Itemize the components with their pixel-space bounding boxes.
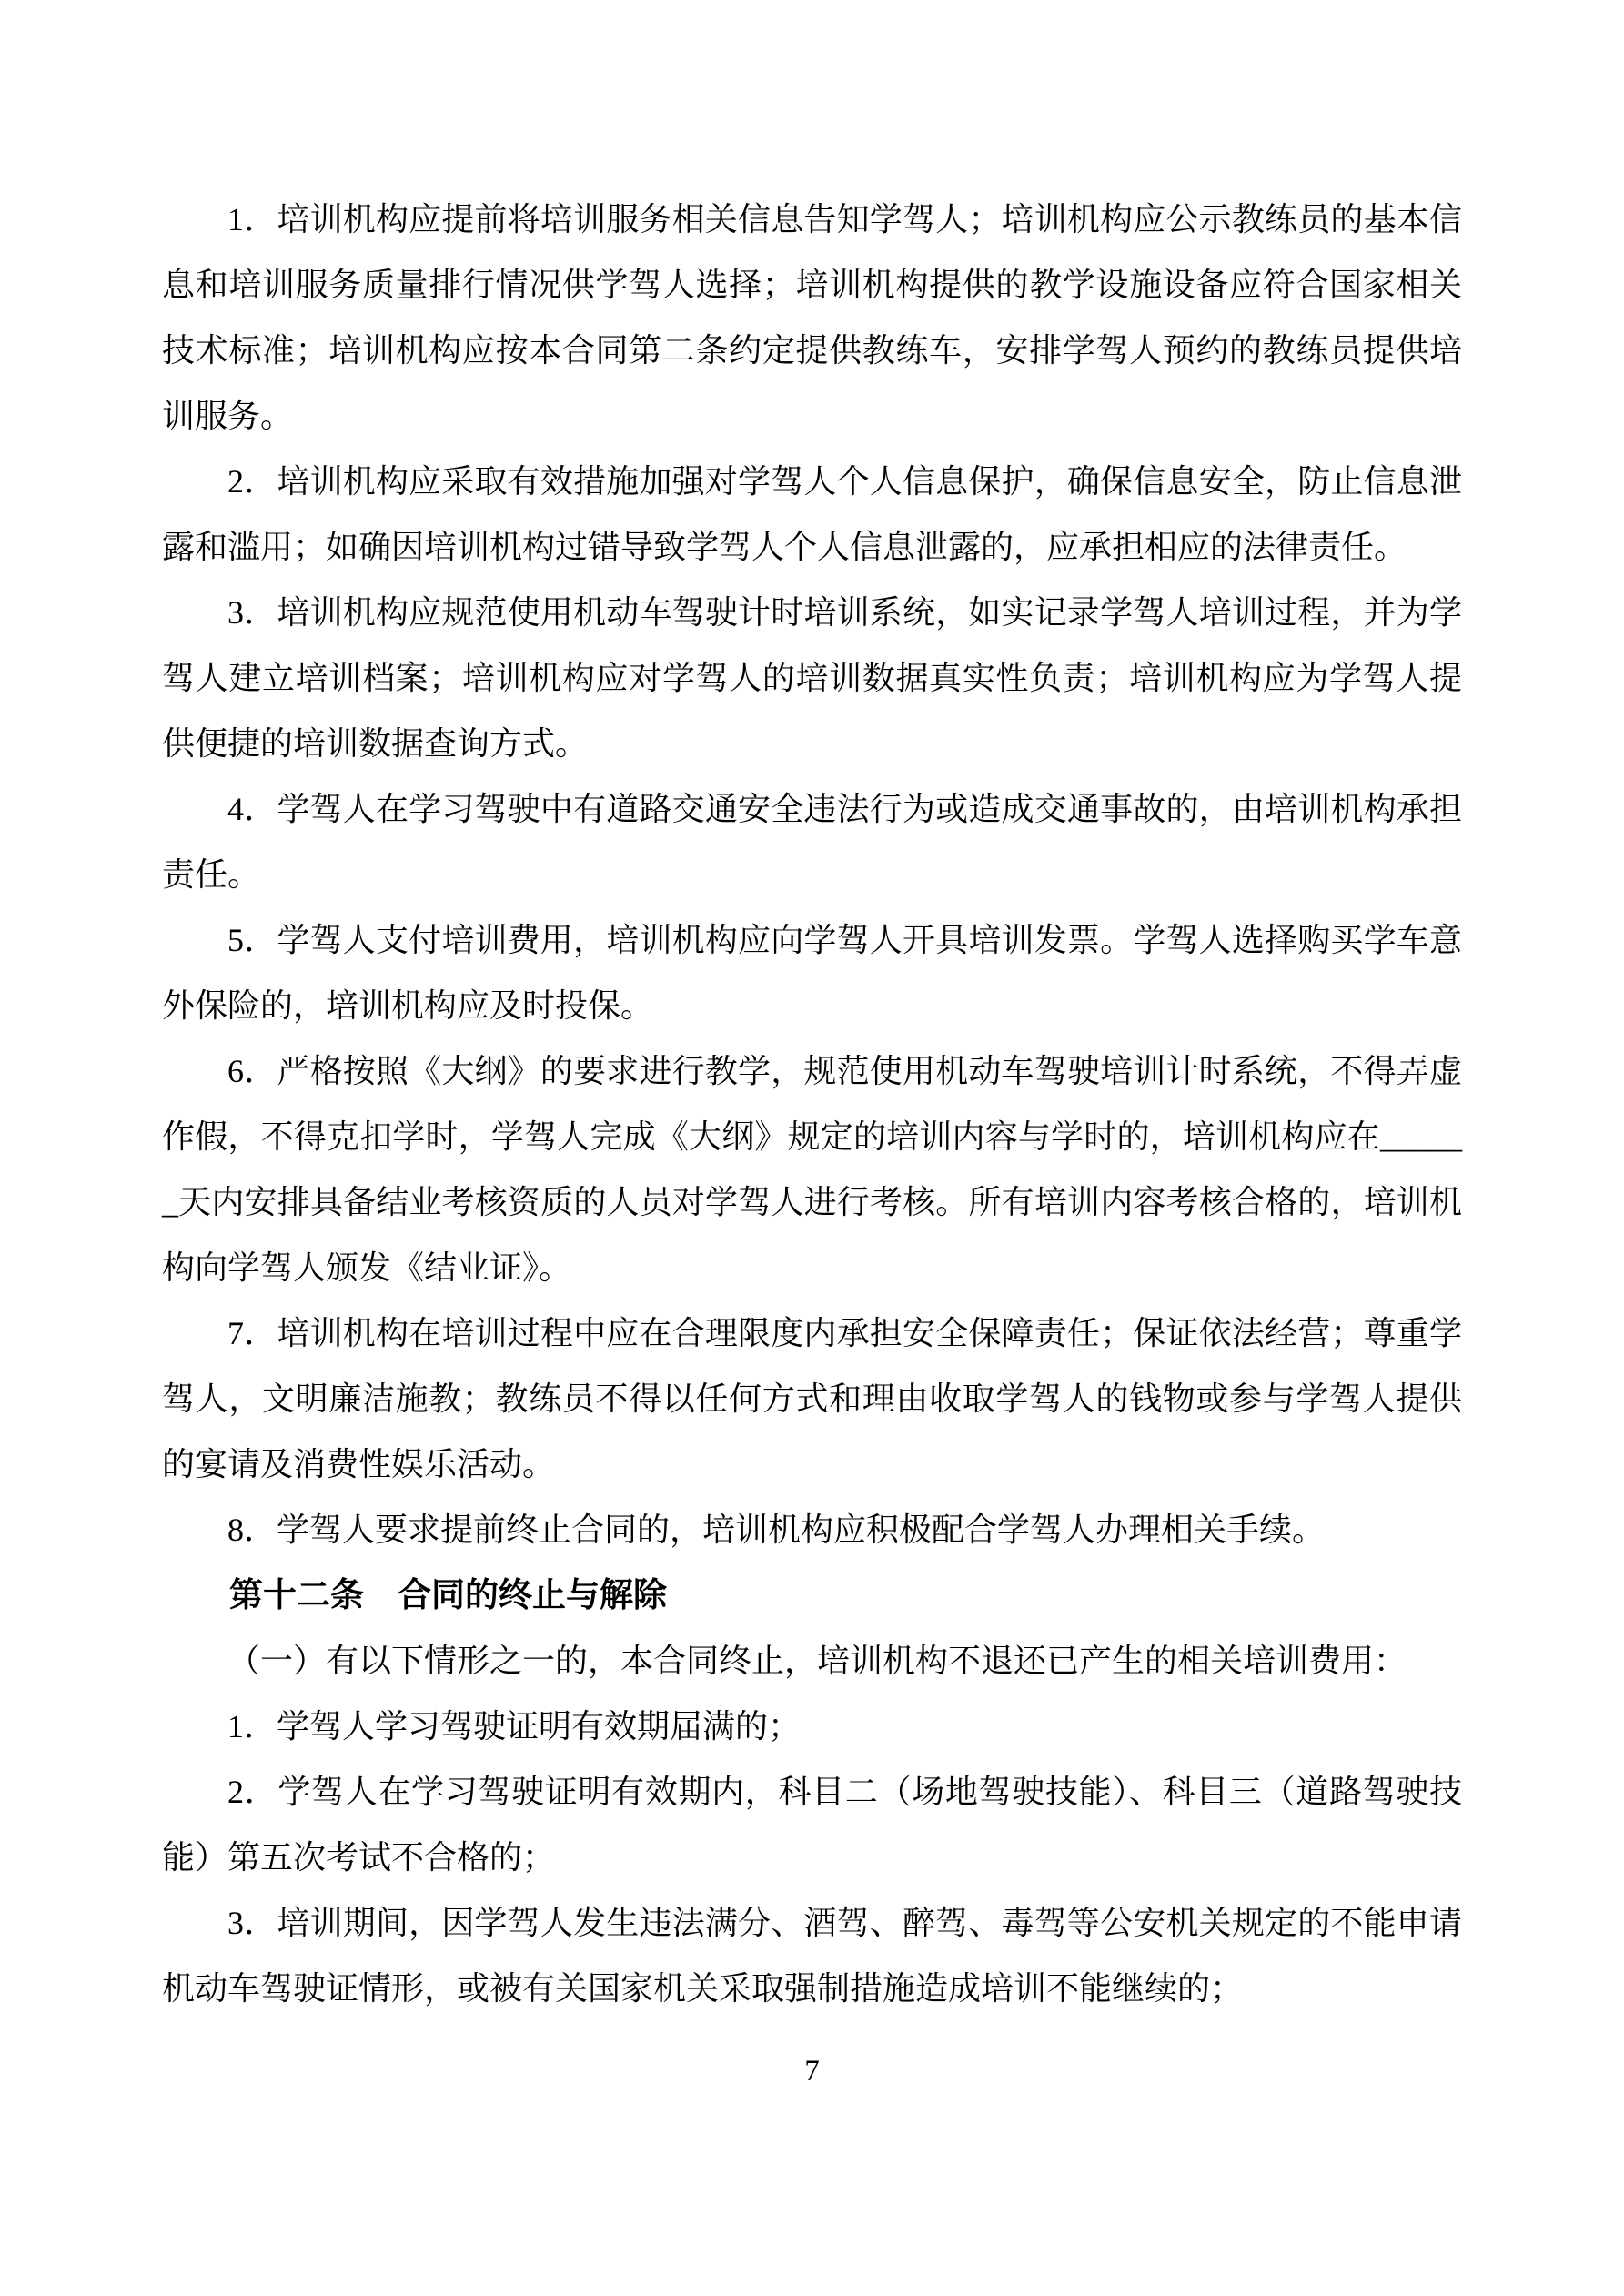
clause-item-6: 6．严格按照《大纲》的要求进行教学，规范使用机动车驾驶培训计时系统，不得弄虚作假，不得克扣学时，学驾人完成《大纲》规定的培训内容与学时的，培训机构应在______天内安排具备结业考核资质的人员对学驾人进行考核。所有培训内容考核合格的，培训机构向学驾人颁发《结业证》。 <box>162 1053 1462 1286</box>
termination-intro: （一）有以下情形之一的，本合同终止，培训机构不退还已产生的相关培训费用： <box>227 1643 1407 1679</box>
article-12-heading: 第十二条 合同的终止与解除 <box>229 1576 667 1613</box>
termination-item-2: 2．学驾人在学习驾驶证明有效期内，科目二（场地驾驶技能）、科目三（道路驾驶技能）第五次考试不合格的； <box>162 1774 1462 1876</box>
clause-item-8: 8．学驾人要求提前终止合同的，培训机构应积极配合学驾人办理相关手续。 <box>227 1512 1326 1548</box>
contract-body <box>162 187 1462 2021</box>
clause-item-1: 1．培训机构应提前将培训服务相关信息告知学驾人；培训机构应公示教练员的基本信息和培训服务质量排行情况供学驾人选择；培训机构提供的教学设施设备应符合国家相关技术标准；培训机构应按本合同第二条约定提供教练车，安排学驾人预约的教练员提供培训服务。 <box>162 201 1462 434</box>
clause-item-2: 2．培训机构应采取有效措施加强对学驾人个人信息保护，确保信息安全，防止信息泄露和滥用；如确因培训机构过错导致学驾人个人信息泄露的，应承担相应的法律责任。 <box>162 463 1462 565</box>
termination-item-3: 3．培训期间，因学驾人发生违法满分、酒驾、醉驾、毒驾等公安机关规定的不能申请机动车驾驶证情形，或被有关国家机关采取强制措施造成培训不能继续的； <box>162 1905 1462 2007</box>
clause-item-5: 5．学驾人支付培训费用，培训机构应向学驾人开具培训发票。学驾人选择购买学车意外保险的，培训机构应及时投保。 <box>162 922 1462 1024</box>
clause-item-7: 7．培训机构在培训过程中应在合理限度内承担安全保障责任；保证依法经营；尊重学驾人，文明廉洁施教；教练员不得以任何方式和理由收取学驾人的钱物或参与学驾人提供的宴请及消费性娱乐活动。 <box>162 1315 1462 1482</box>
page-number: 7 <box>804 2055 820 2088</box>
clause-item-3: 3．培训机构应规范使用机动车驾驶计时培训系统，如实记录学驾人培训过程，并为学驾人建立培训档案；培训机构应对学驾人的培训数据真实性负责；培训机构应为学驾人提供便捷的培训数据查询方式。 <box>162 594 1462 762</box>
termination-item-1: 1．学驾人学习驾驶证明有效期届满的； <box>227 1708 802 1745</box>
clause-item-4: 4．学驾人在学习驾驶中有道路交通安全违法行为或造成交通事故的，由培训机构承担责任。 <box>162 791 1462 893</box>
